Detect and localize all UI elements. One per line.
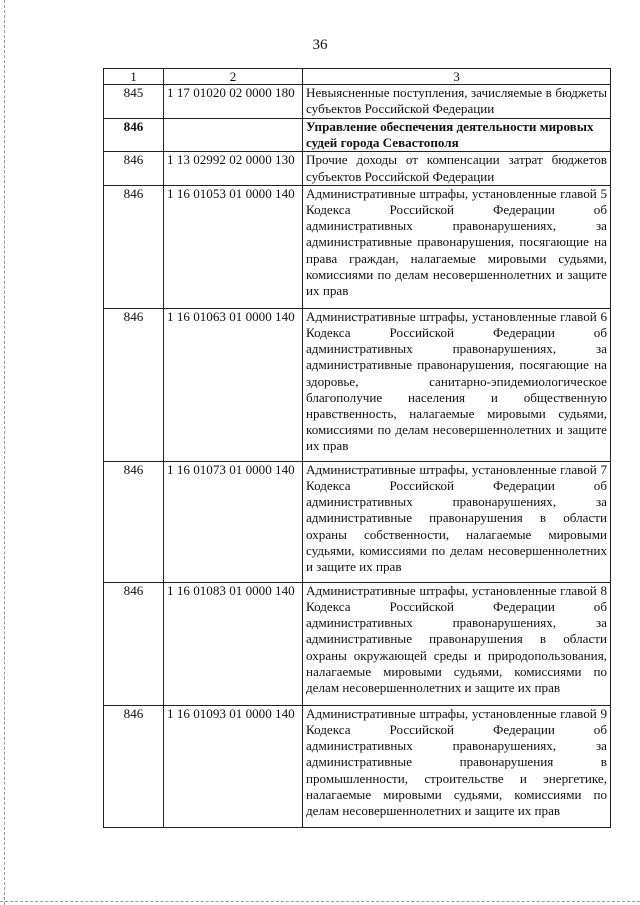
admin-code-cell: 846 <box>104 582 164 705</box>
table-row-section-heading <box>104 119 611 152</box>
admin-code-cell: 846 <box>104 119 164 152</box>
budget-code-cell: 1 16 01073 01 0000 140 <box>164 461 303 582</box>
admin-code-cell: 846 <box>104 461 164 582</box>
table-row <box>104 152 611 185</box>
table-row <box>104 308 611 461</box>
revenue-codes-table <box>103 68 611 828</box>
admin-code-cell: 845 <box>104 85 164 119</box>
admin-code-cell: 846 <box>104 152 164 185</box>
table-row <box>104 582 611 705</box>
budget-code-cell: 1 17 01020 02 0000 180 <box>164 85 303 119</box>
description-cell: Административные штрафы, установленные главой 7 Кодекса Российской Федерации об административных правонарушениях, за административные правонарушения в области охраны собственности, налагаемые мировыми судьями, комиссиями по делам несовершеннолетних и защите их прав <box>303 461 611 582</box>
description-cell: Административные штрафы, установленные главой 5 Кодекса Российской Федерации об административных правонарушениях, за административные правонарушения, посягающие на права граждан, налагаемые мировыми судьями, комиссиями по делам несовершеннолетних и защите их прав <box>303 185 611 308</box>
column-header-2: 2 <box>164 69 303 85</box>
budget-code-cell: 1 16 01093 01 0000 140 <box>164 705 303 827</box>
budget-code-cell: 1 13 02992 02 0000 130 <box>164 152 303 185</box>
table-row <box>104 461 611 582</box>
description-cell: Невыясненные поступления, зачисляемые в бюджеты субъектов Российской Федерации <box>303 85 611 119</box>
budget-code-cell: 1 16 01053 01 0000 140 <box>164 185 303 308</box>
section-title-cell: Управление обеспечения деятельности мировых судей города Севастополя <box>303 119 611 152</box>
description-cell: Административные штрафы, установленные главой 9 Кодекса Российской Федерации об административных правонарушениях, за административные правонарушения в промышленности, строительстве и энергетике, налагаемые мировыми судьями, комиссиями по делам несовершеннолетних и защите их прав <box>303 705 611 827</box>
column-header-3: 3 <box>303 69 611 85</box>
table-row <box>104 705 611 827</box>
budget-code-cell <box>164 119 303 152</box>
column-header-1: 1 <box>104 69 164 85</box>
table-header-row <box>104 69 611 85</box>
admin-code-cell: 846 <box>104 308 164 461</box>
description-cell: Прочие доходы от компенсации затрат бюджетов субъектов Российской Федерации <box>303 152 611 185</box>
budget-code-cell: 1 16 01083 01 0000 140 <box>164 582 303 705</box>
table-row <box>104 185 611 308</box>
scan-edge-left <box>4 0 5 905</box>
admin-code-cell: 846 <box>104 185 164 308</box>
page-number: 36 <box>312 37 328 53</box>
table-row <box>104 85 611 119</box>
scan-edge-bottom <box>0 901 640 902</box>
description-cell: Административные штрафы, установленные главой 8 Кодекса Российской Федерации об административных правонарушениях, за административные правонарушения в области охраны окружающей среды и природопользования, налагаемые мировыми судьями, комиссиями по делам несовершеннолетних и защите их прав <box>303 582 611 705</box>
admin-code-cell: 846 <box>104 705 164 827</box>
description-cell: Административные штрафы, установленные главой 6 Кодекса Российской Федерации об административных правонарушениях, за административные правонарушения, посягающие на здоровье, санитарно-эпидемиологическое благополучие населения и общественную нравственность, налагаемые мировыми судьями, комиссиями по делам несовершеннолетних и защите их прав <box>303 308 611 461</box>
budget-code-cell: 1 16 01063 01 0000 140 <box>164 308 303 461</box>
